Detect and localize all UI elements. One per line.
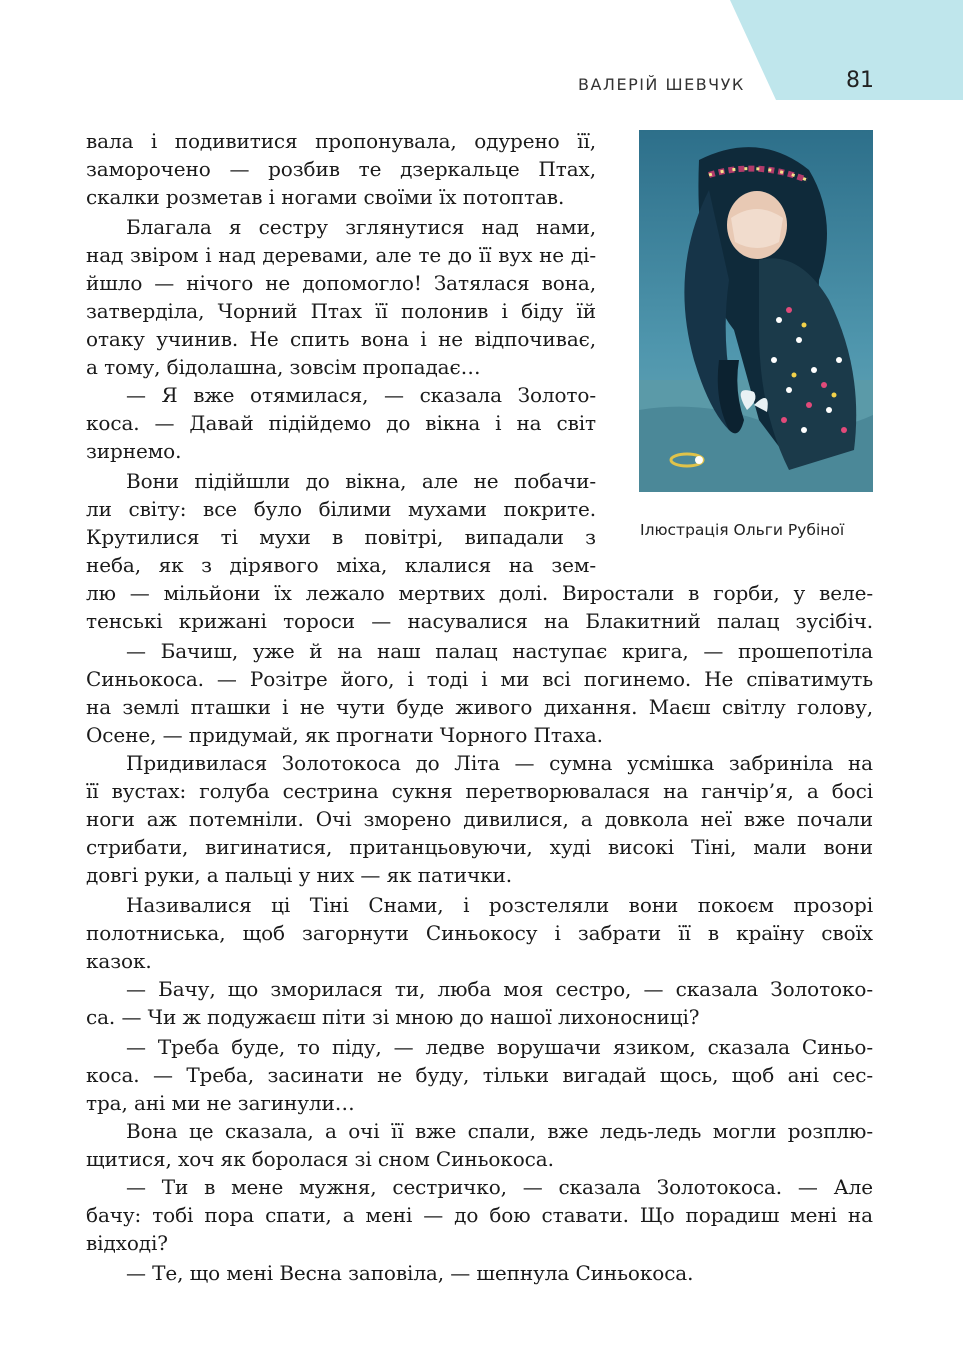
figure-caption: Ілюстрація Ольги Рубіної: [640, 521, 845, 539]
text-line: отаку учинив. Не спить вона і не відпочиває,: [86, 327, 596, 351]
text-line: бачу: тобі пора спати, а мені — до бою ставати. Що порадиш мені на: [86, 1203, 873, 1227]
text-line: відході?: [86, 1231, 168, 1255]
text-line: — Я вже отямилася, — сказала Золото-: [126, 383, 596, 407]
text-line: довгі руки, а пальці у них — як патички.: [86, 863, 513, 887]
text-line: неба, як з дірявого міха, клалися на зем-: [86, 553, 596, 577]
text-line: — Бачу, що зморилася ти, люба моя сестро, — сказала Золотоко-: [126, 977, 873, 1001]
text-line: — Бачиш, уже й на наш палац наступає крига, — прошепотіла: [126, 639, 873, 663]
text-line: коса. — Давай підійдемо до вікна і на світ: [86, 411, 596, 435]
text-line: щитися, хоч як боролася зі сном Синьокоса.: [86, 1147, 554, 1171]
text-line: тра, ані ми не загинули…: [86, 1091, 355, 1115]
text-line: стрибати, вигинатися, пританцьовуючи, худі високі Тіні, мали вони: [86, 835, 873, 859]
text-line: Називалися ці Тіні Снами, і розстеляли вони покоєм прозорі: [126, 893, 873, 917]
text-line: Благала я сестру зглянутися над нами,: [126, 215, 596, 239]
text-line: на землі пташки і не чути буде живого дихання. Маєш світлу голову,: [86, 695, 873, 719]
text-line: Вона це сказала, а очі її вже спали, вже ледь-ледь могли розплю-: [126, 1119, 873, 1143]
text-line: Синьокоса. — Розітре його, і тоді і ми всі погинемо. Не співатимуть: [86, 667, 873, 691]
text-line: Придивилася Золотокоса до Літа — сумна усмішка забриніла на: [126, 751, 873, 775]
text-line: ли світу: все було білими мухами покрите.: [86, 497, 596, 521]
text-line: її вустах: голуба сестрина сукня перетворювалася на ганчір’я, а босі: [86, 779, 873, 803]
illustration-image: [639, 130, 873, 492]
text-line: — Те, що мені Весна заповіла, — шепнула Синьокоса.: [126, 1261, 694, 1285]
text-line: коса. — Треба, засинати не буду, тільки вигадай щось, щоб ані сес-: [86, 1063, 873, 1087]
text-line: зирнемо.: [86, 439, 182, 463]
text-line: — Ти в мене мужня, сестричко, — сказала Золотокоса. — Але: [126, 1175, 873, 1199]
text-line: са. — Чи ж подужаєш піти зі мною до нашої лихоносниці?: [86, 1005, 700, 1029]
text-line: тенські крижані тороси — насувалися на Блакитний палац зусібіч.: [86, 609, 873, 633]
text-line: а тому, бідолашна, зовсім пропадає…: [86, 355, 481, 379]
text-line: полотниська, щоб загорнути Синьокосу і забрати її в країну своїх: [86, 921, 873, 945]
text-line: над звіром і над деревами, але те до її вух не ді-: [86, 243, 596, 267]
text-line: лю — мільйони їх лежало мертвих долі. Виростали в горби, у веле-: [86, 581, 873, 605]
text-line: Вони підійшли до вікна, але не побачи-: [126, 469, 596, 493]
text-line: Осене, — придумай, як прогнати Чорного Птаха.: [86, 723, 603, 747]
text-line: ноги аж потемніли. Очі зморено дивилися, а довкола неї вже почали: [86, 807, 873, 831]
text-line: вала і подивитися пропонувала, одурено її,: [86, 129, 596, 153]
text-line: казок.: [86, 949, 152, 973]
illustration-girl-crying: [639, 130, 873, 492]
text-line: заморочено — розбив те дзеркальце Птах,: [86, 157, 596, 181]
running-head: ВАЛЕРІЙ ШЕВЧУК: [578, 75, 745, 94]
text-line: йшло — нічого не допомогло! Затялася вона,: [86, 271, 596, 295]
text-line: затверділа, Чорний Птах її полонив і біду їй: [86, 299, 596, 323]
text-line: — Треба буде, то піду, — ледве ворушачи язиком, сказала Синьо-: [126, 1035, 873, 1059]
page-number: 81: [846, 68, 874, 93]
text-line: скалки розметав і ногами своїми їх потоптав.: [86, 185, 565, 209]
text-line: Крутилися ті мухи в повітрі, випадали з: [86, 525, 596, 549]
